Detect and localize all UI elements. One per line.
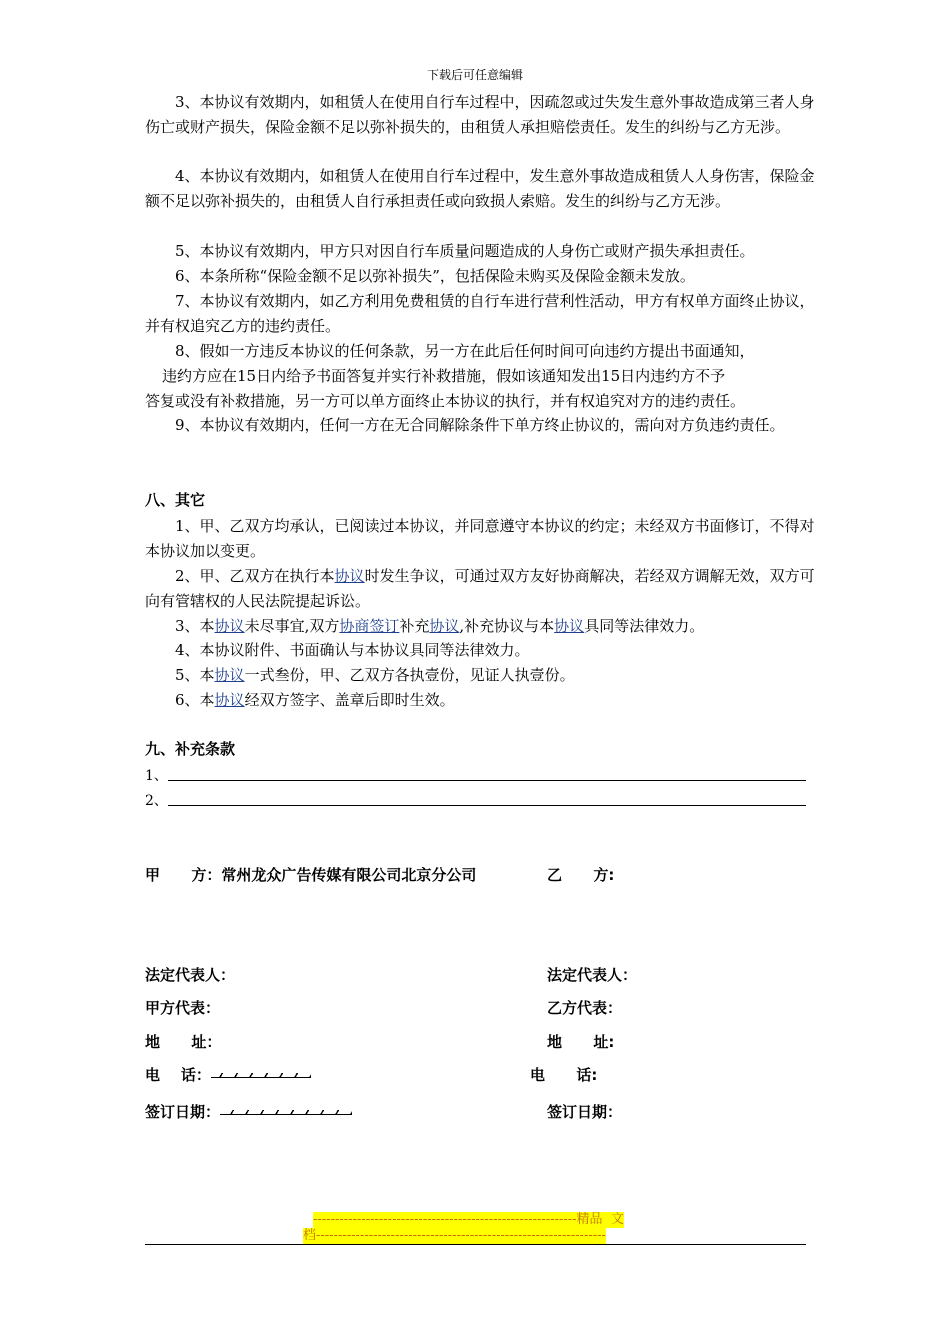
section-8-item-5-a: 5、本: [175, 666, 215, 684]
party-b-name: 乙 方:: [547, 866, 615, 884]
party-b-date: 签订日期：: [547, 1103, 623, 1121]
section-8-item-5-c: 一式叁份，甲、乙双方各执壹份，见证人执壹份。: [244, 666, 575, 684]
agreement-link[interactable]: 协议: [429, 617, 460, 635]
party-a-address: 地 址：: [145, 1033, 222, 1051]
supplement-row-1-label: 1、: [145, 768, 168, 784]
party-a-date: [145, 1101, 352, 1122]
clause-6: 6、本条所称“保险金额不足以弥补损失”，包括保险未购买及保险金额未发放。: [175, 267, 695, 285]
clause-8-line-2: 违约方应在15日内给予书面答复并实行补救措施，假如该通知发出15日内违约方不予: [162, 367, 726, 385]
supplement-row-1-line[interactable]: [168, 780, 806, 781]
section-8-item-2: [145, 564, 815, 614]
section-8-item-6: [145, 688, 815, 713]
agreement-link[interactable]: 协议: [214, 666, 245, 684]
section-8-item-3-c: 未尽事宜,双方: [244, 617, 340, 635]
section-8-item-3-g: ,补充协议与本: [459, 617, 555, 635]
clause-7: 7、本协议有效期内，如乙方利用免费租赁的自行车进行营利性活动，甲方有权单方面终止协议，并有权追究乙方的违约责任。: [145, 292, 815, 335]
agreement-link[interactable]: 协议: [214, 617, 245, 635]
clause-4: [145, 164, 815, 214]
header-note: 下载后可任意编辑: [426, 68, 523, 82]
negotiate-sign-link[interactable]: 协商签订: [339, 617, 400, 635]
clause-4-part-b: 发生的纠纷: [565, 192, 641, 210]
clause-8-line-1: 8、假如一方违反本协议的任何条款，另一方在此后任何时间可向违约方提出书面通知，: [175, 342, 755, 360]
section-8-item-2-a: 2、甲、乙双方在执行本: [175, 567, 335, 585]
clause-3-part-c: 与乙方无涉。: [700, 118, 791, 136]
party-b-phone: 电 话:: [530, 1066, 598, 1084]
footer-watermark-line-2: 档------------------------------------------------------------------: [303, 1228, 606, 1243]
clause-8-line-3: 答复或没有补救措施，另一方可以单方面终止本协议的执行，并有权追究对方的违约责任。: [145, 392, 746, 410]
party-a-phone: [145, 1064, 311, 1085]
clause-3-part-b: 因疏忽或过失发生意外事故造成第三者人身伤亡或财产损失，保险金额不足以弥补损失的，由租赁人承担赔偿责任。发生的纠纷: [145, 93, 815, 136]
section-8-title: 八、其它: [145, 491, 206, 509]
party-a-date-label: 签订日期：: [145, 1103, 221, 1121]
section-8-item-3-a: 3、本: [175, 617, 215, 635]
party-a-agent: 甲方代表：: [145, 999, 221, 1017]
party-b-address: 地 址:: [547, 1033, 615, 1051]
section-8-item-3-e: 补充: [399, 617, 430, 635]
agreement-link[interactable]: 协议: [334, 567, 365, 585]
party-a-legal-rep: 法定代表人：: [145, 966, 236, 984]
phone-blank-mark: [211, 1073, 311, 1078]
section-9-title: 九、补充条款: [145, 740, 236, 758]
footer-watermark-line-1: ------------------------------------------------------------精品 文: [313, 1212, 624, 1227]
party-b-agent: 乙方代表：: [547, 999, 623, 1017]
clause-4-part-c: 与乙方无涉。: [640, 192, 731, 210]
clause-3: [145, 90, 815, 140]
party-a-name: 甲 方：常州龙众广告传媒有限公司北京分公司: [145, 866, 477, 884]
section-8-item-4: 4、本协议附件、书面确认与本协议具同等法律效力。: [175, 641, 530, 659]
section-8-item-2-c: 时发生争议，可通过双方友好协商解决，若经双方调解无效，双方可向有管辖权的人民法院提起诉讼。: [145, 567, 815, 610]
clause-3-part-a: 3、本协议有效期内，如租赁人在使用自行车过程中，: [175, 93, 530, 111]
clause-9: 9、本协议有效期内，任何一方在无合同解除条件下单方终止协议的，需向对方负违约责任。: [175, 416, 785, 434]
date-blank-mark: [220, 1110, 352, 1115]
clause-5: 5、本协议有效期内，甲方只对因自行车质量问题造成的人身伤亡或财产损失承担责任。: [175, 242, 755, 260]
section-8-item-6-a: 6、本: [175, 691, 215, 709]
section-8-item-3: [145, 614, 815, 639]
section-8-item-3-i: 具同等法律效力。: [584, 617, 705, 635]
agreement-link[interactable]: 协议: [214, 691, 245, 709]
section-8-item-5: [145, 663, 815, 688]
agreement-link[interactable]: 协议: [554, 617, 585, 635]
clause-4-part-a: 4、本协议有效期内，如租赁人在使用自行车过程中，发生意外事故造成租赁人人身伤害，保险金额不足以弥补损失的，由租赁人自行承担责任或向致损人索赔。: [145, 167, 815, 210]
party-b-legal-rep: 法定代表人：: [547, 966, 638, 984]
party-a-phone-label: 电 话：: [145, 1066, 211, 1084]
supplement-row-2-label: 2、: [145, 793, 168, 809]
supplement-row-2-line[interactable]: [168, 805, 806, 806]
footer-rule: [145, 1244, 806, 1245]
section-8-item-6-c: 经双方签字、盖章后即时生效。: [244, 691, 455, 709]
section-8-item-1: 1、甲、乙双方均承认，已阅读过本协议，并同意遵守本协议的约定；未经双方书面修订，不得对本协议加以变更。: [145, 517, 815, 560]
